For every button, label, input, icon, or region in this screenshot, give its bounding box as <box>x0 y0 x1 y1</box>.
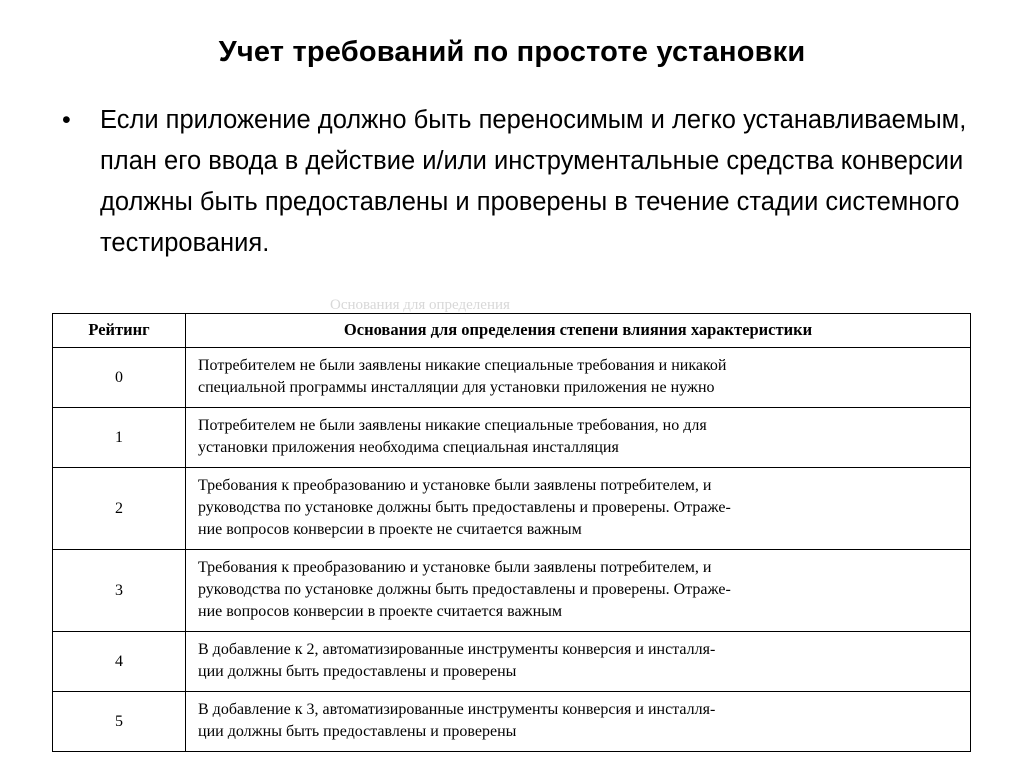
cell-description <box>186 408 971 468</box>
desc-line: В добавление к 2, автоматизированные инструменты конверсия и инсталля- <box>198 641 716 658</box>
cell-rating: 2 <box>53 468 186 550</box>
desc-line: В добавление к 3, автоматизированные инструменты конверсия и инсталля- <box>198 701 716 718</box>
desc-line: ции должны быть предоставлены и проверены <box>198 723 517 740</box>
header-rating: Рейтинг <box>53 314 186 348</box>
cell-description <box>186 632 971 692</box>
desc-line: Требования к преобразованию и установке были заявлены потребителем, и <box>198 477 712 494</box>
bullet-text: Если приложение должно быть переносимым и легко устанавливаемым, план его ввода в действие и/или инструментальные средства конверсии должны быть предоставлены и проверены в течение стадии системного тестирования. <box>100 106 967 257</box>
desc-line: установки приложения необходима специальная инсталляция <box>198 439 619 456</box>
rating-table <box>52 313 971 752</box>
table-row <box>53 632 971 692</box>
cell-rating: 4 <box>53 632 186 692</box>
desc-line: ции должны быть предоставлены и проверены <box>198 663 517 680</box>
table-row <box>53 468 971 550</box>
cell-description <box>186 550 971 632</box>
table-header-row <box>53 314 971 348</box>
page-title: Учет требований по простоте установки <box>218 36 806 68</box>
cell-rating: 5 <box>53 692 186 752</box>
faded-background-text: Основания для определения <box>330 297 510 313</box>
desc-line: Потребителем не были заявлены никакие специальные требования, но для <box>198 417 707 434</box>
cell-description <box>186 348 971 408</box>
desc-line: ние вопросов конверсии в проекте считается важным <box>198 603 563 620</box>
desc-line: Потребителем не были заявлены никакие специальные требования и никакой <box>198 357 727 374</box>
cell-rating: 3 <box>53 550 186 632</box>
table-row <box>53 408 971 468</box>
table-row <box>53 550 971 632</box>
cell-description <box>186 468 971 550</box>
desc-line: ние вопросов конверсии в проекте не считается важным <box>198 521 582 538</box>
table-row <box>53 692 971 752</box>
cell-description <box>186 692 971 752</box>
header-description: Основания для определения степени влияния характеристики <box>186 314 971 348</box>
cell-rating: 0 <box>53 348 186 408</box>
desc-line: руководства по установке должны быть предоставлены и проверены. Отраже- <box>198 581 731 598</box>
bullet-item <box>52 100 982 264</box>
bullet-marker: • <box>62 106 71 134</box>
table-body <box>53 348 971 752</box>
desc-line: специальной программы инсталляции для установки приложения не нужно <box>198 379 715 396</box>
table-row <box>53 348 971 408</box>
desc-line: Требования к преобразованию и установке были заявлены потребителем, и <box>198 559 712 576</box>
table-header <box>53 314 971 348</box>
cell-rating: 1 <box>53 408 186 468</box>
desc-line: руководства по установке должны быть предоставлены и проверены. Отраже- <box>198 499 731 516</box>
bullet-block <box>52 100 982 264</box>
